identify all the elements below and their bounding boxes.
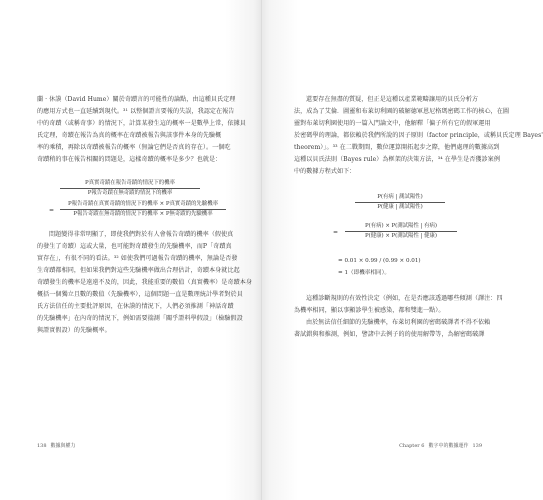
text-line: theorem）」。³³ 在二戰期間，數位運算開拓起步之際，他們處理的數據高到 — [294, 144, 500, 151]
text-line: 這種診斷規則的有效性決定（例如，在是否應該透過哪些傾測（譯注：四 — [306, 295, 503, 302]
left-formula-2-equals: = — [49, 207, 55, 214]
right-footer — [395, 442, 482, 450]
text-line: 為機率相同，顯以事顯診學生被感染，都和雙進一點）。 — [294, 307, 445, 314]
left-page — [0, 0, 262, 500]
right-page — [262, 0, 543, 500]
formula-denominator: P報告奇蹟在無奇蹟的情況下的機率 × P無奇蹟的先驗機率 — [73, 211, 213, 217]
calculation-result: = 1（即機率相同）。 — [338, 270, 390, 276]
text-line: 奇蹟發生的機率是遠遠不及的，因此，我能重要的數值（真實機率）是奇蹟本身 — [37, 279, 253, 286]
text-line: 於密碼學的理論，都依賴於我們所說的因子原則（factor principle，或稱貝氏定理 Bayes' — [294, 132, 543, 139]
left-paragraph-2 — [37, 229, 253, 337]
right-paragraph-1 — [294, 94, 543, 178]
text-line: 著試錯與和推測，例如，譬諸中去例子的的使用解帶等，為解密碼破譯 — [294, 331, 485, 338]
text-line: 中的奇蹟（或稱奇事）的情況下，計算某發生這的概率一是數學上常，依據貝 — [37, 120, 246, 127]
calculation-step: = 0.01 × 0.99 / (0.99 × 0.01) — [338, 258, 421, 264]
fraction-bar — [60, 209, 226, 210]
right-formula-2 — [345, 223, 457, 240]
fraction-bar — [60, 188, 200, 189]
formula-numerator: P報告奇蹟在真實奇蹟的情況下的機率 × P真實奇蹟的先驗機率 — [68, 201, 218, 207]
text-line: 的先驗機率」在內奇的情況下，例如需要揣測「關乎證料學假設」（檢驗假設 — [37, 315, 243, 322]
text-line: 與證實假設）的先驗概率。 — [37, 327, 111, 334]
formula-numerator: P真實奇蹟在報告奇蹟的情況下的機率 — [85, 180, 175, 186]
text-line: 還要存在無盡的質疑，但正是這種以產業範疇讓用的貝氏分析方 — [306, 96, 479, 103]
text-line: 中的數據方程式如下： — [294, 168, 356, 175]
left-formula-1 — [60, 180, 200, 197]
text-line: 奇蹟稍的事在報告相關的問題是，這樣奇蹟的概率是多少？也就是： — [37, 156, 222, 163]
left-footer — [37, 442, 80, 450]
formula-denominator: P(健康 | 測試陽性) — [377, 204, 423, 210]
text-line: 蘭 · 休謨（David Hume）關於奇蹟言的可能性的論點，由這種貝氏定理 — [37, 96, 236, 103]
page-number: 138 — [37, 443, 47, 449]
page-number: 139 — [472, 443, 482, 449]
text-line: 靈對布萊切利園使用的一篇入門論文中，他解釋「偏子所有它的假軍運用 — [294, 120, 491, 127]
formula-denominator: P報告奇蹟在無奇蹟的情況下的機率 — [87, 190, 173, 196]
text-line: 實存在」，有很不同的看法。³² 如使我們可過報告奇蹟的機率，無論是否發 — [37, 255, 238, 262]
left-formula-2 — [60, 201, 226, 218]
left-paragraph-1 — [37, 94, 246, 166]
running-head: 數字中的數據運作 — [428, 443, 469, 449]
chapter-label: Chapter 6 — [399, 443, 425, 449]
text-line: 概括一個獨立且數的數值（先驗機率），這個問題一直是數理統計學者對於貝 — [37, 291, 243, 298]
formula-numerator: P(有病 | 測試陽性) — [377, 194, 423, 200]
right-formula-2-equals: = — [333, 229, 339, 236]
text-line: 這種以貝氏法則（Bayes rule）為框架的決策方法，³⁴ 在學生是否獲診案例 — [294, 156, 500, 163]
right-formula-1 — [355, 194, 445, 211]
text-line: 由於無法信任細節的先驗機率，布萊切利園的密碼破譯者不得不依賴 — [306, 319, 491, 326]
text-line: 法，成為了艾倫．圖靈和布萊切利園的破解德軍恩尼格瑪密碼工作的核心，在圖 — [294, 108, 510, 115]
formula-numerator: P(有病) × P(測試陽性 | 有病) — [365, 223, 437, 229]
fraction-bar — [355, 202, 445, 203]
text-line: 率的乘積，再除以奇蹟被報告的概率（無論它們是否真的存在）。一個吃 — [37, 144, 231, 151]
text-line: 的發生了奇蹟）這或大量，也可能對奇蹟發生的先驗機率，而P「奇蹟真 — [37, 243, 232, 250]
text-line: 的應用方式也一直延續到現代。³¹ 以整個證言要報的失誤，我認定在報告 — [37, 108, 235, 115]
right-paragraph-2 — [294, 293, 503, 341]
text-line: 氏方法信任的主要批評原因，在休謨的情況下，人們必須推測「神話奇蹟 — [37, 303, 234, 310]
text-line: 生奇蹟都相同，但如果我們對這些先驗機率做出合理估計，奇蹟本身就比起 — [37, 267, 240, 274]
text-line: 氏定理，奇蹟在報告為真的概率在奇蹟被報告與該事件本身的先驗概 — [37, 132, 222, 139]
fraction-bar — [345, 231, 457, 232]
formula-denominator: P(健康) × P(測試陽性 | 健康) — [365, 233, 437, 239]
running-head: 數據與權力 — [50, 443, 76, 449]
text-line: 問題變得非常明顯了，即使我們對於有人會報告奇蹟的機率（假使真 — [49, 231, 234, 238]
